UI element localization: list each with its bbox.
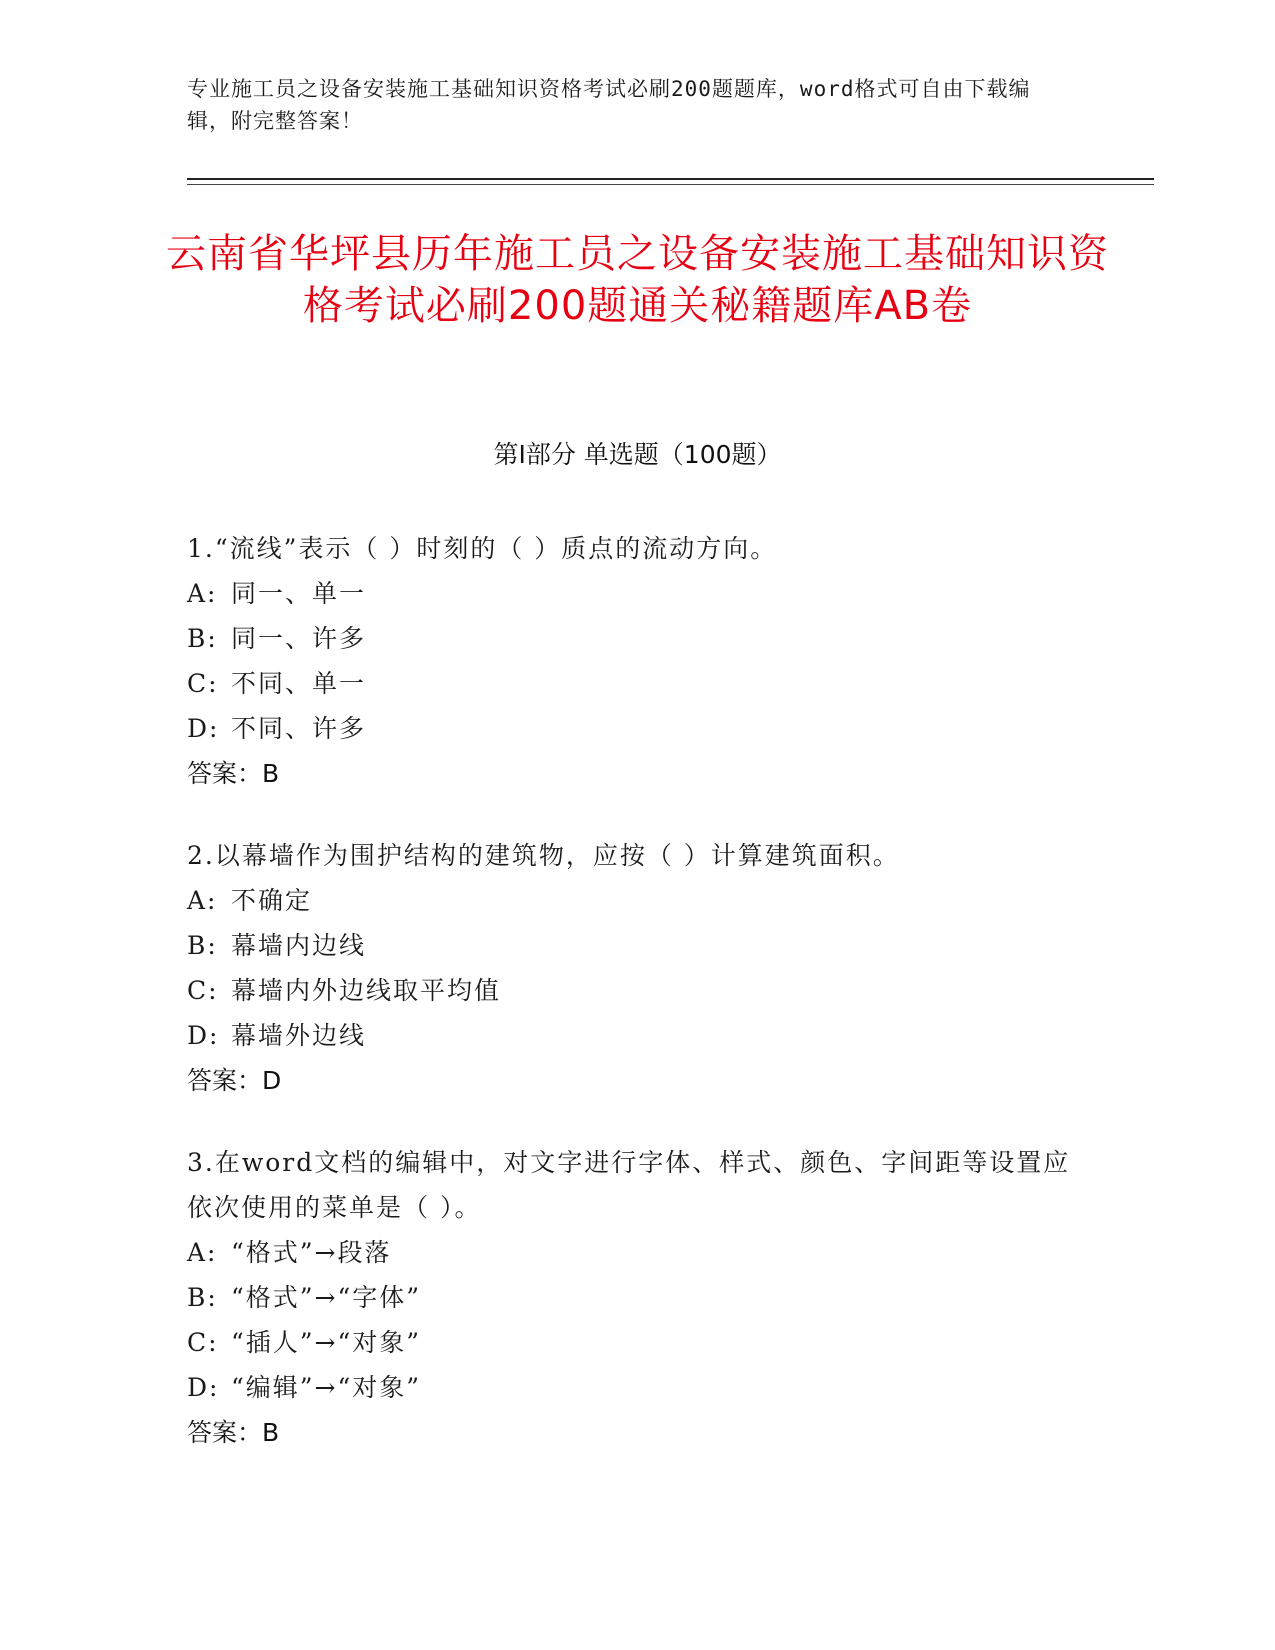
- option-key: B:: [187, 624, 218, 653]
- option-key: B:: [187, 1283, 218, 1312]
- option-text: 幕墙内外边线取平均值: [231, 976, 502, 1005]
- option-key: A:: [187, 579, 218, 608]
- option-b: [187, 1275, 1087, 1320]
- option-b: [187, 923, 1087, 968]
- question-2: [187, 833, 1087, 1103]
- answer: 答案：D: [187, 1066, 282, 1095]
- option-text: “格式”→“字体”: [231, 1283, 422, 1312]
- question-stem: 1.“流线”表示（ ）时刻的（ ）质点的流动方向。: [187, 534, 778, 563]
- option-key: D:: [187, 714, 220, 743]
- question-stem: 2.以幕墙作为围护结构的建筑物，应按（ ）计算建筑面积。: [187, 841, 900, 870]
- option-a: [187, 878, 1087, 923]
- option-text: 不确定: [231, 886, 313, 915]
- question-3: [187, 1140, 1087, 1455]
- option-b: [187, 616, 1087, 661]
- option-key: B:: [187, 931, 218, 960]
- option-key: C:: [187, 669, 219, 698]
- option-d: [187, 706, 1087, 751]
- option-c: [187, 661, 1087, 706]
- option-text: 幕墙内边线: [231, 931, 367, 960]
- document-title: 云南省华坪县历年施工员之设备安装施工基础知识资格考试必刷200题通关秘籍题库AB卷: [166, 231, 1109, 329]
- option-key: A:: [187, 886, 218, 915]
- option-a: [187, 1230, 1087, 1275]
- option-key: C:: [187, 1328, 219, 1357]
- section-title: 第Ⅰ部分 单选题（100题）: [493, 440, 782, 469]
- option-text: 不同、单一: [231, 669, 367, 698]
- option-text: “插人”→“对象”: [231, 1328, 422, 1357]
- header-note: 专业施工员之设备安装施工基础知识资格考试必刷200题题库，word格式可自由下载编辑，附完整答案！: [187, 77, 1031, 133]
- question-stem: 3.在word文档的编辑中，对文字进行字体、样式、颜色、字间距等设置应依次使用的菜单是（ ）。: [187, 1148, 1071, 1222]
- header-divider-thin: [187, 184, 1154, 185]
- option-text: “编辑”→“对象”: [231, 1373, 422, 1402]
- option-c: [187, 968, 1087, 1013]
- option-text: 不同、许多: [231, 714, 367, 743]
- question-list: [187, 526, 1087, 1492]
- option-d: [187, 1013, 1087, 1058]
- option-c: [187, 1320, 1087, 1365]
- option-key: C:: [187, 976, 219, 1005]
- option-d: [187, 1365, 1087, 1410]
- option-text: “格式”→段落: [231, 1238, 392, 1267]
- option-text: 幕墙外边线: [231, 1021, 367, 1050]
- option-a: [187, 571, 1087, 616]
- answer: 答案：B: [187, 759, 280, 788]
- option-text: 同一、许多: [231, 624, 367, 653]
- option-key: D:: [187, 1021, 220, 1050]
- option-key: D:: [187, 1373, 220, 1402]
- option-text: 同一、单一: [231, 579, 367, 608]
- answer: 答案：B: [187, 1418, 280, 1447]
- header-divider-thick: [187, 178, 1154, 180]
- question-1: [187, 526, 1087, 796]
- option-key: A:: [187, 1238, 218, 1267]
